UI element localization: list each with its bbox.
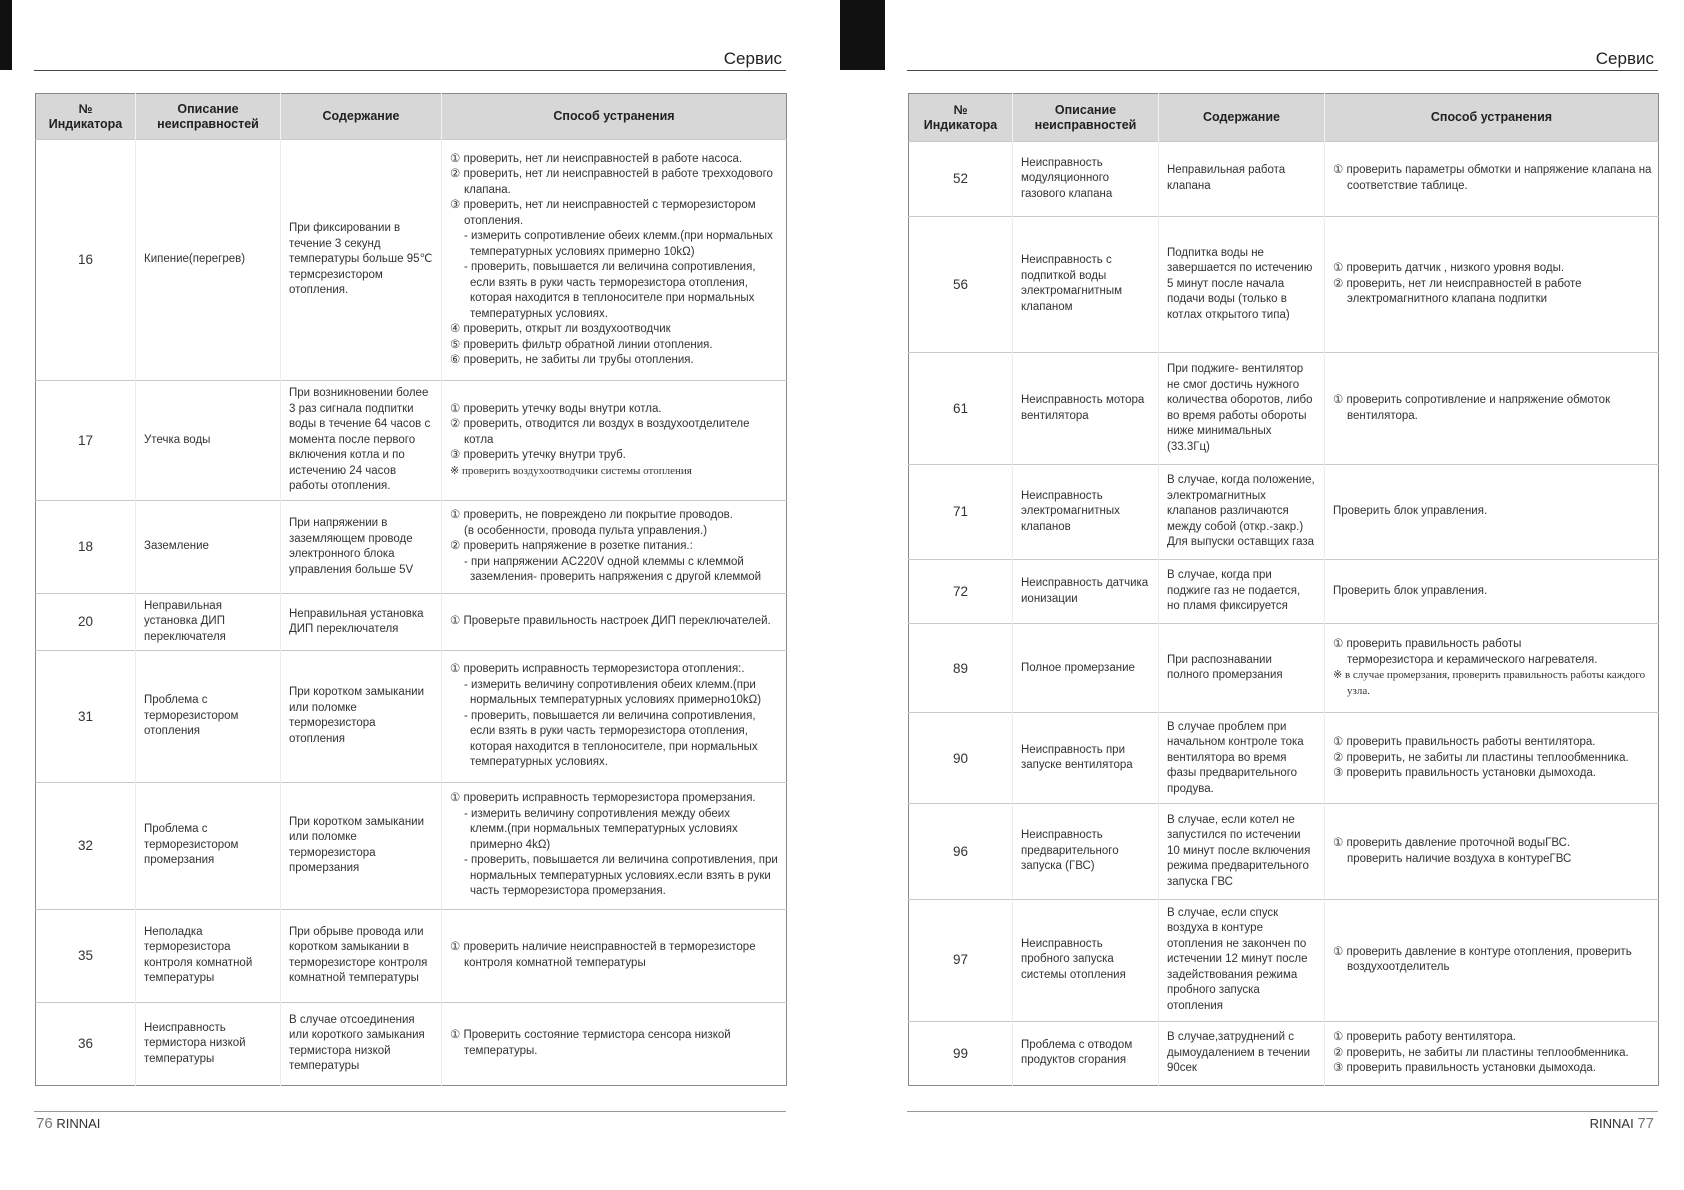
table-row	[909, 142, 1659, 217]
page-title: Сервис	[1595, 49, 1654, 68]
fault-description: Утечка воды	[136, 381, 281, 501]
remedy-line: клемм.(при нормальных температурных условиях	[470, 823, 738, 836]
remedy-line: ③ проверить правильность установки дымохода.	[1333, 767, 1597, 780]
remedy-line: ⑥ проверить, не забиты ли трубы отопления.	[450, 354, 694, 367]
fault-content: При фиксировании в течение 3 секунд температуры больше 95℃ термсрезистором отопления.	[281, 140, 442, 381]
remedy-line: нормальных температурных условиях примерно10kΩ)	[470, 694, 762, 707]
indicator-number: 32	[36, 782, 136, 909]
indicator-number: 90	[909, 713, 1013, 804]
fault-content: Неправильная установка ДИП переключателя	[281, 594, 442, 651]
fault-content: При возникновении более 3 раз сигнала подпитки воды в течение 64 часов с момента после первого включения котла и по истечению 24 часов работы отопления.	[281, 381, 442, 501]
remedy-line: узла.	[1347, 684, 1370, 697]
remedy-line: котла	[464, 433, 494, 446]
fault-description: Кипение(перегрев)	[136, 140, 281, 381]
remedy-line: Проверить блок управления.	[1333, 584, 1488, 597]
brand-name: RINNAI	[56, 1116, 101, 1131]
fault-description: Неисправность мотора вентилятора	[1013, 353, 1159, 465]
table-row	[36, 1002, 787, 1085]
remedy-line: ① проверить датчик , низкого уровня воды.	[1333, 262, 1565, 275]
remedy-line: ② проверить напряжение в розетке питания.:	[450, 540, 693, 553]
remedy-line: ③ проверить утечку внутри труб.	[450, 449, 626, 462]
table-row	[909, 353, 1659, 465]
remedy-line: воздухоотделитель	[1347, 961, 1450, 974]
fault-description: Проблема с отводом продуктов сгорания	[1013, 1021, 1159, 1085]
remedy-cell	[442, 594, 787, 651]
remedy-line: ① проверить исправность терморезистора отопления:.	[450, 663, 745, 676]
table-row	[909, 216, 1659, 353]
fault-description: Неисправность при запуске вентилятора	[1013, 713, 1159, 804]
table-row	[909, 899, 1659, 1021]
remedy-cell	[442, 140, 787, 381]
fault-content: В случае, если котел не запустился по истечении 10 минут после включения режима предварительного запуска ГВС	[1159, 804, 1325, 899]
remedy-cell	[1325, 713, 1659, 804]
remedy-line: температурных условиях примерно 10kΩ)	[470, 245, 695, 258]
table-row	[36, 782, 787, 909]
fault-description: Неисправность модуляционного газового клапана	[1013, 142, 1159, 217]
remedy-line: отопления.	[464, 214, 524, 227]
fault-description: Неисправность с подпиткой воды электромагнитным клапаном	[1013, 216, 1159, 353]
remedy-line: - измерить величину сопротивления обеих клемм.(при	[464, 678, 756, 691]
indicator-number: 89	[909, 624, 1013, 713]
remedy-line: температурных условиях.	[470, 756, 608, 769]
remedy-line: ① Проверьте правильность настроек ДИП переключателей.	[450, 615, 771, 628]
indicator-number: 56	[909, 216, 1013, 353]
remedy-cell	[442, 782, 787, 909]
remedy-line: ① проверить давление проточной водыГВС.	[1333, 837, 1571, 850]
remedy-cell	[442, 381, 787, 501]
remedy-line: нормальных температурных условиях.если взять в руки	[470, 869, 771, 882]
col-desc-header: Описание неисправностей	[136, 94, 281, 140]
page-footer	[1590, 1115, 1654, 1132]
remedy-line: ④ проверить, открыт ли воздухоотводчик	[450, 323, 671, 336]
fault-description: Неполадка терморезистора контроля комнатной температуры	[136, 909, 281, 1002]
right-page	[842, 0, 1684, 1190]
remedy-line: ① проверить наличие неисправностей в терморезисторе	[450, 941, 756, 954]
table-row	[36, 594, 787, 651]
fault-content: При напряжении в заземляющем проводе электронного блока управления больше 5V	[281, 500, 442, 593]
remedy-line: (в особенности, провода пульта управления.)	[464, 524, 708, 537]
indicator-number: 18	[36, 500, 136, 593]
remedy-line: - проверить, повышается ли величина сопротивления,	[464, 709, 756, 722]
table-row	[909, 1021, 1659, 1085]
col-num-header: № Индикатора	[909, 94, 1013, 142]
remedy-line: ① проверить исправность терморезистора промерзания.	[450, 792, 756, 805]
error-table-left	[35, 93, 787, 1086]
table-row	[909, 624, 1659, 713]
remedy-line: температурных условиях.	[470, 307, 608, 320]
table-row	[36, 909, 787, 1002]
fault-content: При распознавании полного промерзания	[1159, 624, 1325, 713]
indicator-number: 20	[36, 594, 136, 651]
page-footer	[36, 1115, 100, 1132]
remedy-line: - при напряжении AC220V одной клеммы с клеммой	[464, 555, 744, 568]
remedy-line: температуры.	[464, 1044, 538, 1057]
fault-description: Неисправность предварительного запуска (ГВС)	[1013, 804, 1159, 899]
col-remedy-header: Способ устранения	[442, 94, 787, 140]
fault-content: Подпитка воды не завершается по истечению 5 минут после начала подачи воды (только в котлах открытого типа)	[1159, 216, 1325, 353]
indicator-number: 36	[36, 1002, 136, 1085]
remedy-cell	[1325, 142, 1659, 217]
title-rule	[34, 70, 786, 71]
remedy-cell	[1325, 624, 1659, 713]
remedy-line: ③ проверить, нет ли неисправностей с терморезистором	[450, 199, 756, 212]
remedy-line: ① проверить параметры обмотки и напряжение клапана на	[1333, 164, 1652, 177]
remedy-cell	[442, 651, 787, 783]
indicator-number: 16	[36, 140, 136, 381]
col-remedy-header: Способ устранения	[1325, 94, 1659, 142]
fault-description: Неисправность электромагнитных клапанов	[1013, 464, 1159, 559]
remedy-line: контроля комнатной температуры	[464, 956, 646, 969]
remedy-line: - проверить, повышается ли величина сопротивления,	[464, 261, 756, 274]
remedy-line: вентилятора.	[1347, 409, 1418, 422]
fault-description: Неисправность датчика ионизации	[1013, 560, 1159, 624]
remedy-cell	[442, 500, 787, 593]
remedy-line: ① проверить работу вентилятора.	[1333, 1031, 1516, 1044]
fault-content: В случае проблем при начальном контроле тока вентилятора во время фазы предварительного продува.	[1159, 713, 1325, 804]
remedy-cell	[1325, 353, 1659, 465]
remedy-line: ① проверить, не повреждено ли покрытие проводов.	[450, 509, 733, 522]
remedy-line: ② проверить, отводится ли воздух в воздухоотделителе	[450, 418, 750, 431]
page-edge-tab	[0, 0, 12, 70]
remedy-cell	[1325, 899, 1659, 1021]
remedy-cell	[1325, 216, 1659, 353]
remedy-cell	[442, 1002, 787, 1085]
remedy-line: которая находится в теплоносителе, при нормальных	[470, 740, 758, 753]
remedy-line: ③ проверить правильность установки дымохода.	[1333, 1062, 1597, 1075]
indicator-number: 96	[909, 804, 1013, 899]
table-row	[36, 651, 787, 783]
remedy-cell	[1325, 560, 1659, 624]
remedy-line: ※ проверить воздухоотводчики системы отопления	[450, 464, 692, 477]
page-number: 76	[36, 1115, 53, 1132]
remedy-line: ① проверить сопротивление и напряжение обмоток	[1333, 394, 1611, 407]
remedy-line: клапана.	[464, 183, 511, 196]
page-number: 77	[1637, 1115, 1654, 1132]
fault-content: В случае, когда положение, электромагнитных клапанов различаются между собой (откр.-закр.) Для выпуски оставщих газа	[1159, 464, 1325, 559]
table-row	[909, 804, 1659, 899]
fault-content: При коротком замыкании или поломке терморезистора отопления	[281, 651, 442, 783]
fault-content: В случае, когда при поджиге газ не подается, но пламя фиксируется	[1159, 560, 1325, 624]
fault-content: При обрыве провода или коротком замыкании в терморезисторе контроля комнатной температуры	[281, 909, 442, 1002]
col-content-header: Содержание	[1159, 94, 1325, 142]
page-edge-tab	[840, 0, 885, 70]
fault-description: Неисправность термистора низкой температуры	[136, 1002, 281, 1085]
fault-description: Проблема с терморезистором промерзания	[136, 782, 281, 909]
footer-rule	[34, 1111, 786, 1112]
footer-rule	[907, 1111, 1658, 1112]
indicator-number: 35	[36, 909, 136, 1002]
table-row	[909, 560, 1659, 624]
page-title: Сервис	[723, 49, 782, 68]
title-rule	[907, 70, 1658, 71]
remedy-line: - измерить сопротивление обеих клемм.(при нормальных	[464, 230, 773, 243]
remedy-line: ① проверить правильность работы	[1333, 638, 1522, 651]
fault-content: Неправильная работа клапана	[1159, 142, 1325, 217]
remedy-line: терморезистора и керамического нагревателя.	[1347, 653, 1598, 666]
fault-description: Неисправность пробного запуска системы отопления	[1013, 899, 1159, 1021]
remedy-line: заземления- проверить напряжения с другой клеммой	[470, 571, 762, 584]
remedy-line: примерно 4kΩ)	[470, 838, 551, 851]
remedy-line: если взять в руки часть терморезистора отопления,	[470, 725, 748, 738]
remedy-line: ※ в случае промерзания, проверить правильность работы каждого	[1333, 669, 1646, 682]
table-row	[36, 381, 787, 501]
remedy-line: которая находится в теплоносителе при нормальных	[470, 292, 755, 305]
table-row	[36, 140, 787, 381]
remedy-line: ① Проверить состояние термистора сенсора низкой	[450, 1029, 731, 1042]
fault-content: В случае отсоединения или короткого замыкания термистора низкой температуры	[281, 1002, 442, 1085]
remedy-line: Проверить блок управления.	[1333, 505, 1488, 518]
fault-description: Неправильная установка ДИП переключателя	[136, 594, 281, 651]
indicator-number: 71	[909, 464, 1013, 559]
table-row	[909, 464, 1659, 559]
remedy-line: ① проверить давление в контуре отопления, проверить	[1333, 945, 1632, 958]
remedy-line: ① проверить, нет ли неисправностей в работе насоса.	[450, 152, 743, 165]
col-num-header: № Индикатора	[36, 94, 136, 140]
indicator-number: 72	[909, 560, 1013, 624]
remedy-line: ⑤ проверить фильтр обратной линии отопления.	[450, 338, 713, 351]
table-body	[909, 142, 1659, 1086]
remedy-line: - проверить, повышается ли величина сопротивления, при	[464, 854, 778, 867]
fault-content: При коротком замыкании или поломке терморезистора промерзания	[281, 782, 442, 909]
remedy-line: часть терморезистора промерзания.	[470, 885, 666, 898]
remedy-cell	[1325, 464, 1659, 559]
remedy-line: ② проверить, не забиты ли пластины теплообменника.	[1333, 751, 1629, 764]
remedy-line: ① проверить утечку воды внутри котла.	[450, 402, 662, 415]
remedy-line: ① проверить правильность работы вентилятора.	[1333, 736, 1596, 749]
fault-content: В случае, если спуск воздуха в контуре отопления не закончен по истечении 12 минут после задействования режима пробного запуска отопления	[1159, 899, 1325, 1021]
remedy-line: ② проверить, нет ли неисправностей в работе	[1333, 277, 1582, 290]
remedy-line: соответствие таблице.	[1347, 179, 1468, 192]
error-table-right	[908, 93, 1659, 1086]
indicator-number: 52	[909, 142, 1013, 217]
indicator-number: 61	[909, 353, 1013, 465]
fault-description: Проблема с терморезистором отопления	[136, 651, 281, 783]
table-body	[36, 140, 787, 1086]
fault-description: Заземление	[136, 500, 281, 593]
col-desc-header: Описание неисправностей	[1013, 94, 1159, 142]
indicator-number: 31	[36, 651, 136, 783]
table-row	[36, 500, 787, 593]
remedy-line: проверить наличие воздуха в контуреГВС	[1347, 852, 1572, 865]
fault-description: Полное промерзание	[1013, 624, 1159, 713]
indicator-number: 97	[909, 899, 1013, 1021]
fault-content: При поджиге- вентилятор не смог достичь нужного количества оборотов, либо во время работы обороты ниже минимальных (33.3Гц)	[1159, 353, 1325, 465]
remedy-line: - измерить величину сопротивления между обеих	[464, 807, 730, 820]
remedy-line: ② проверить, не забиты ли пластины теплообменника.	[1333, 1046, 1629, 1059]
indicator-number: 99	[909, 1021, 1013, 1085]
brand-name: RINNAI	[1589, 1116, 1634, 1131]
table-row	[909, 713, 1659, 804]
fault-content: В случае,затруднений с дымоудалением в течении 90сек	[1159, 1021, 1325, 1085]
remedy-line: ② проверить, нет ли неисправностей в работе трехходового	[450, 168, 773, 181]
remedy-cell	[1325, 804, 1659, 899]
remedy-line: электромагнитного клапана подпитки	[1347, 293, 1548, 306]
indicator-number: 17	[36, 381, 136, 501]
remedy-cell	[1325, 1021, 1659, 1085]
remedy-cell	[442, 909, 787, 1002]
remedy-line: если взять в руки часть терморезистора отопления,	[470, 276, 748, 289]
col-content-header: Содержание	[281, 94, 442, 140]
